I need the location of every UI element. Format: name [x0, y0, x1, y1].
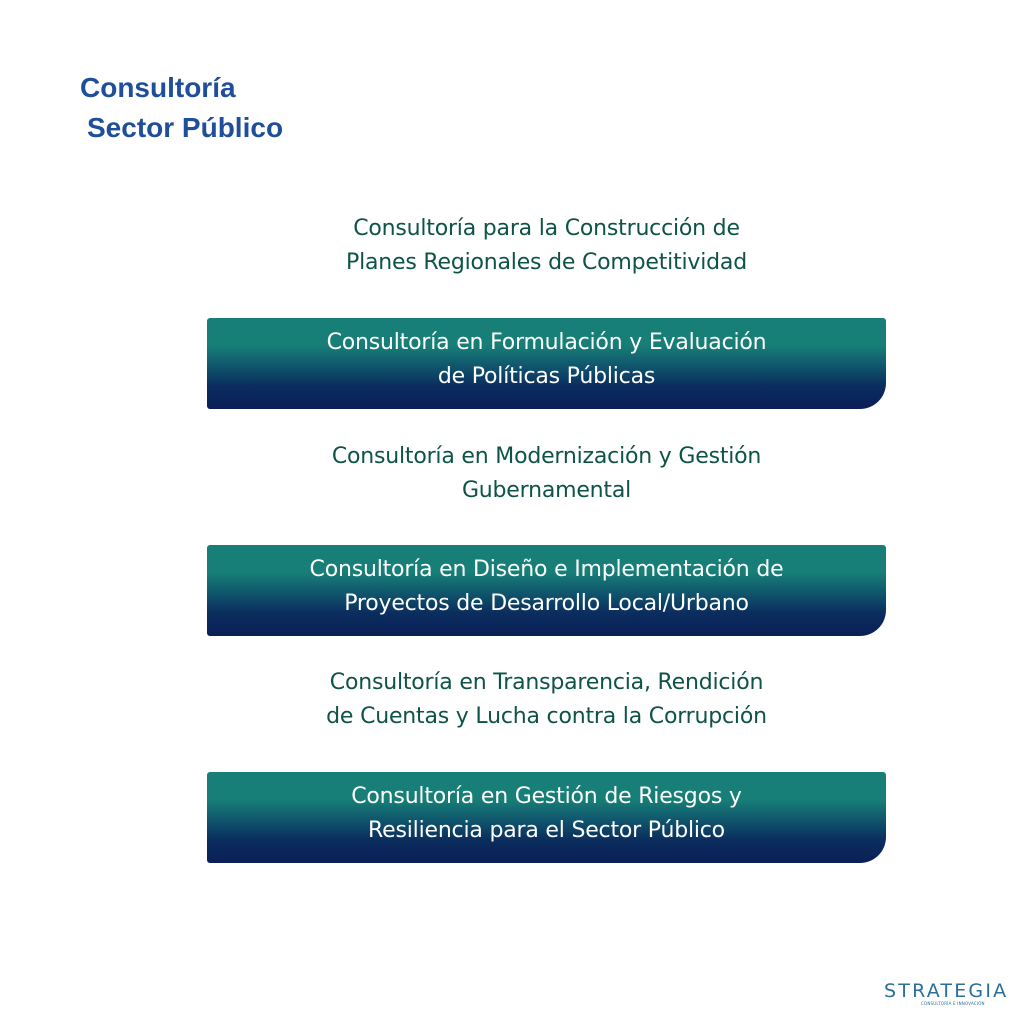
service-line-2: de Cuentas y Lucha contra la Corrupción	[326, 704, 767, 729]
service-line-2: de Políticas Públicas	[437, 364, 656, 389]
service-line-1: Consultoría en Formulación y Evaluación	[326, 330, 767, 355]
service-line-1: Consultoría para la Construcción de	[353, 216, 740, 241]
page-title-line-2: Sector Público	[87, 112, 284, 143]
page-title-line-1: Consultoría	[80, 72, 236, 103]
page-title	[80, 68, 283, 148]
service-line-1: Consultoría en Diseño e Implementación de	[309, 557, 784, 582]
logo-wordmark: STRATEGIA	[884, 980, 1009, 1002]
service-government-modernization	[207, 440, 886, 510]
service-line-2: Proyectos de Desarrollo Local/Urbano	[344, 591, 749, 616]
service-line-1: Consultoría en Transparencia, Rendición	[329, 670, 764, 695]
service-competitiveness-plans	[207, 212, 886, 282]
strategia-logo	[884, 978, 1009, 1008]
service-risk-management-box	[207, 772, 886, 863]
service-line-2: Planes Regionales de Competitividad	[346, 250, 747, 275]
service-transparency	[207, 666, 886, 736]
service-line-1: Consultoría en Gestión de Riesgos y	[351, 784, 742, 809]
logo-tagline: CONSULTORÍA E INNOVACIÓN	[921, 1001, 985, 1006]
service-line-2: Gubernamental	[461, 478, 632, 503]
service-line-2: Resiliencia para el Sector Público	[368, 818, 725, 843]
service-line-1: Consultoría en Modernización y Gestión	[331, 444, 762, 469]
service-public-policy-box	[207, 318, 886, 409]
service-local-development-box	[207, 545, 886, 636]
